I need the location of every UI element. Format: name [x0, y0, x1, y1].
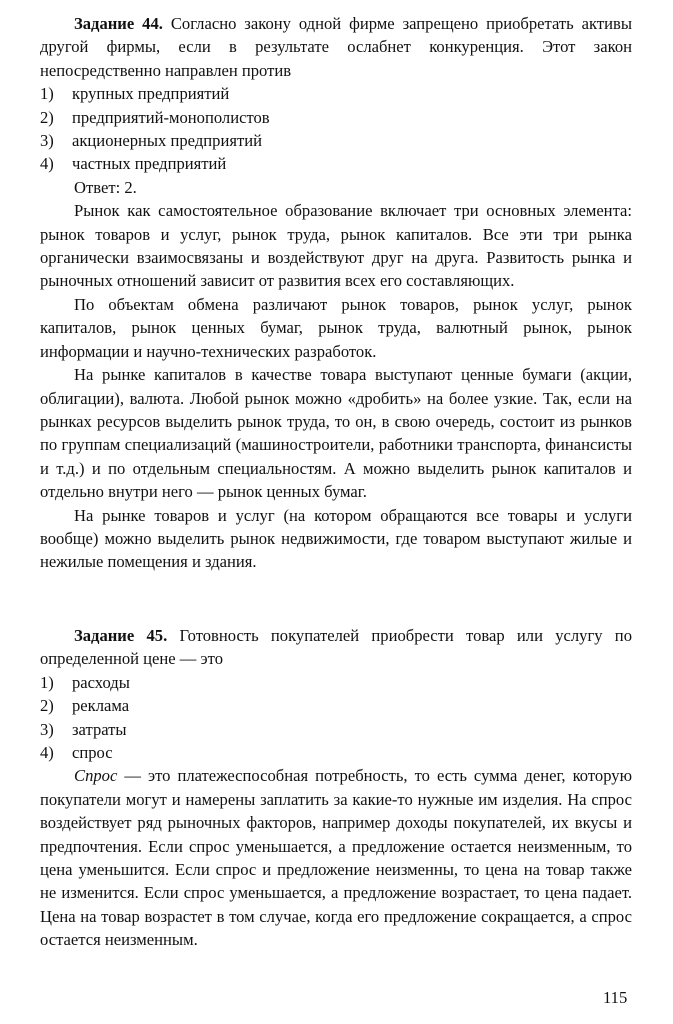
task-45-option	[40, 741, 632, 764]
option-text: затраты	[72, 719, 127, 739]
task-45-option	[40, 718, 632, 741]
task-45-option	[40, 671, 632, 694]
task-44-option	[40, 106, 632, 129]
option-number: 4)	[40, 743, 54, 763]
task-45-question	[40, 624, 632, 671]
demand-text: — это платежеспособная потребность, то есть сумма денег, которую покупатели могут и намерены заплатить за какие-то нужные им изделия. На спрос воздействует ряд рыночных факторов, например доходы покупателей, их вкусы и предпочтения. Если спрос уменьшается, а предложение остается неизменным, то цена уменьшится. Если спрос и предложение неизменны, то цена на товар также не изменится. Если спрос уменьшается, а предложение возрастает, то цена падает. Цена на товар возрастет в том случае, когда его предложение сокращается, а спрос остается неизменным.	[40, 766, 632, 950]
task-44-option	[40, 152, 632, 175]
paragraph: На рынке товаров и услуг (на котором обращаются все товары и услуги вообще) можно выделить рынок недвижимости, где товаром выступают жилые и нежилые помещения и здания.	[40, 505, 632, 572]
task-45-question-text: Готовность покупателей приобрести товар или услугу по определенной цене — это	[40, 626, 632, 669]
option-text: предприятий-монополистов	[72, 107, 270, 127]
task-45-option	[40, 694, 632, 717]
demand-term: Спрос	[74, 766, 118, 786]
option-number: 3)	[40, 131, 54, 151]
page-number: 115	[603, 988, 628, 1007]
option-number: 1)	[40, 84, 54, 104]
option-text: реклама	[72, 696, 130, 716]
paragraph: Рынок как самостоятельное образование включает три основных элемента: рынок товаров и услуг, рынок труда, рынок капиталов. Все эти три рынка органически взаимосвязаны и воздействуют друг на друга. Развитость рынка и рыночных отношений зависит от развития всех его составляющих.	[40, 201, 632, 291]
option-number: 4)	[40, 154, 54, 174]
task-44-answer: Ответ: 2.	[74, 177, 137, 197]
paragraph: На рынке капиталов в качестве товара выступают ценные бумаги (акции, облигации), валюта. Любой рынок можно «дробить» на более узкие. Так, если на рынках ресурсов выделить рынок труда, то он, в свою очередь, состоит из рынков по группам специализаций (машиностроители, работники транспорта, финансисты и т.д.) и по отдельным специальностям. А можно выделить рынок капиталов и отдельно внутри него — рынок ценных бумаг.	[40, 365, 632, 502]
option-text: частных предприятий	[72, 154, 227, 174]
task-44-label: Задание 44.	[74, 14, 163, 33]
option-text: крупных предприятий	[72, 84, 230, 104]
option-number: 3)	[40, 719, 54, 739]
option-number: 2)	[40, 107, 54, 127]
option-text: спрос	[72, 743, 113, 763]
task-45	[40, 624, 632, 952]
task-44-option	[40, 129, 632, 152]
task-45-label: Задание 45.	[74, 626, 168, 645]
demand-paragraph	[40, 764, 632, 951]
task-44-question-text: Согласно закону одной фирме запрещено приобретать активы другой фирмы, если в результате ослабнет конкуренция. Этот закон непосредственно направлен против	[40, 14, 633, 80]
option-number: 2)	[40, 696, 54, 716]
option-text: расходы	[72, 672, 130, 692]
task-44	[40, 12, 632, 574]
task-44-question	[40, 12, 632, 82]
option-number: 1)	[40, 672, 54, 692]
option-text: акционерных предприятий	[72, 131, 262, 151]
task-44-option	[40, 82, 632, 105]
paragraph: По объектам обмена различают рынок товаров, рынок услуг, рынок капиталов, рынок ценных бумаг, рынок труда, валютный рынок, рынок информации и научно-технических разработок.	[40, 294, 632, 361]
